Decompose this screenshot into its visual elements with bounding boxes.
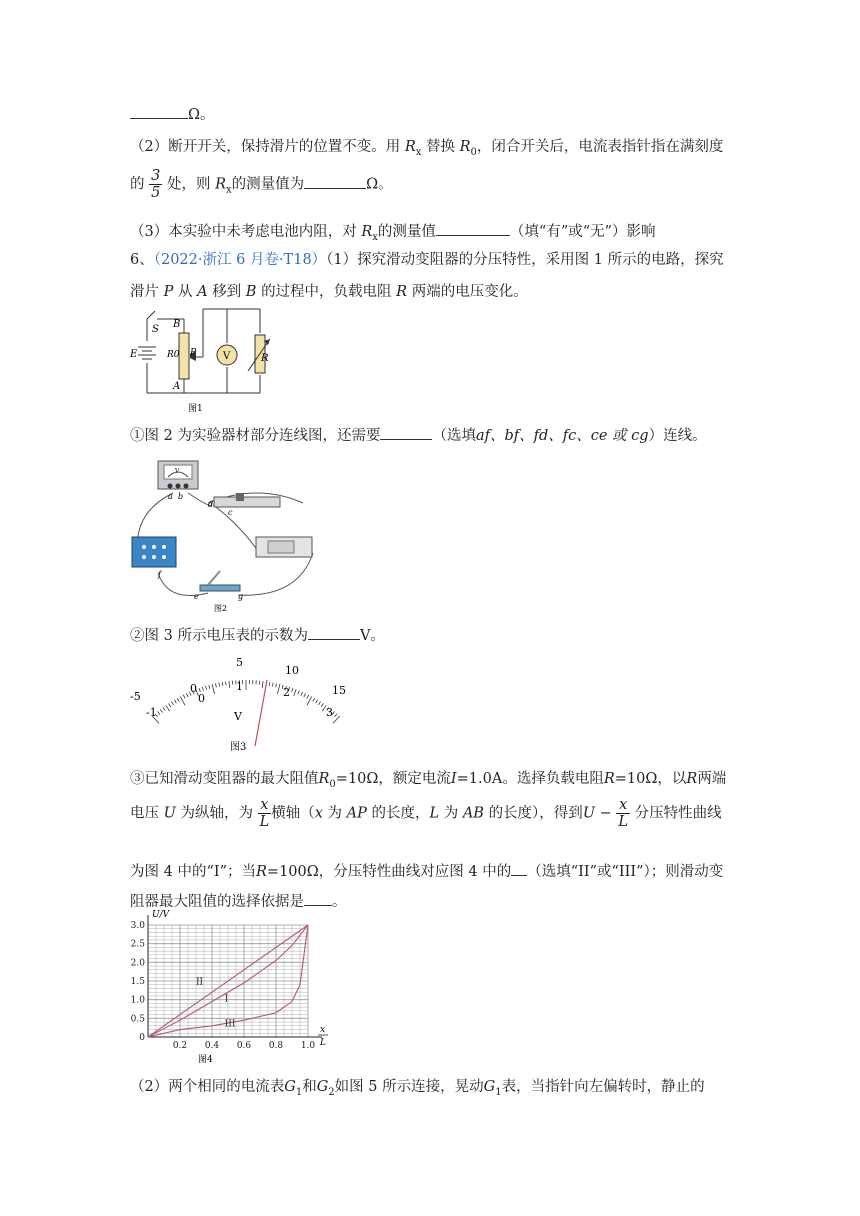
y-axis-label: U/V [152, 910, 170, 920]
fraction-x-over-l: $\frac{x}{L}$ [259, 797, 270, 830]
scale-tick [318, 702, 320, 705]
tick-label: 2 [283, 686, 290, 699]
scale-tick [333, 716, 340, 723]
y-tick-label: 0 [139, 1033, 145, 1043]
answer-blank[interactable] [380, 425, 432, 440]
q5-part2-line1: （2）断开开关，保持滑片的位置不变。用 $R_x$ 替换 $R_0$，闭合开关后，电流表指针指在满刻度 [130, 139, 724, 158]
scale-tick [292, 688, 293, 692]
scale-tick [298, 691, 300, 695]
curve-label: I [224, 994, 229, 1005]
tick-label: 5 [236, 656, 243, 669]
svg-text:图1: 图1 [188, 404, 203, 414]
tick-label: 1 [236, 680, 243, 693]
svg-text:V: V [175, 468, 180, 475]
scale-tick [206, 686, 207, 690]
q5-part3: （3）本实验中未考虑电池内阻，对 $R_x$的测量值 （填“有”或“无”）影响 [130, 220, 656, 243]
svg-text:A: A [173, 381, 181, 392]
svg-text:S: S [152, 324, 159, 335]
svg-text:b: b [178, 492, 184, 501]
scale-tick [313, 698, 315, 701]
x-axis-label-den: L [320, 1038, 326, 1048]
svg-text:V: V [223, 351, 231, 362]
scale-tick [335, 714, 338, 717]
y-tick-label: 1.0 [130, 995, 145, 1006]
scale-tick [180, 696, 185, 705]
scale-tick [276, 683, 277, 687]
tick-label: 3 [326, 706, 333, 719]
figure-2-apparatus [128, 453, 328, 615]
scale-tick [183, 695, 185, 699]
scale-tick [186, 693, 188, 697]
scale-tick [226, 682, 227, 686]
figure-4-chart [128, 905, 338, 1065]
svg-text:R: R [261, 353, 269, 364]
scale-tick [229, 681, 230, 688]
scale-tick [171, 702, 173, 705]
scale-tick [160, 709, 162, 712]
tick-label: 10 [285, 664, 299, 677]
scale-tick [202, 687, 203, 691]
scale-tick [219, 683, 220, 687]
q6-sub3-line3: 为图 4 中的“I”；当R=100Ω，分压特性曲线对应图 4 中的 （选填“II”或“III”）；则滑动变 [130, 860, 723, 881]
q6-sub2: ②图 3 所示电压表的示数为 V。 [130, 624, 385, 645]
answer-blank[interactable] [304, 174, 366, 189]
svg-text:d: d [208, 500, 214, 509]
scale-tick [307, 695, 309, 699]
figure-3-voltmeter-scale [128, 650, 358, 760]
answer-blank[interactable] [308, 625, 360, 640]
svg-text:P: P [190, 348, 197, 358]
q6-sub1: ①图 2 为实验器材部分连线图，还需要 （选填af、bf、fd、fc、ce 或 cg）连线。 [130, 424, 707, 445]
answer-blank[interactable] [511, 861, 527, 876]
q5-part2-line2: 的 $\frac{3}{5}$ 处，则 $R_x$的测量值为 Ω。 [130, 168, 393, 201]
svg-text:V: V [234, 710, 242, 723]
answer-blank[interactable] [130, 104, 188, 119]
x-tick-label: 0.6 [236, 1041, 252, 1051]
scale-tick [304, 693, 306, 697]
q6-intro-line1: 6、（2022·浙江 6 月卷·T18）（1）探究滑动变阻器的分压特性，采用图 1 所示的电路，探究 [130, 252, 724, 268]
scale-tick [222, 682, 223, 686]
scale-tick [166, 705, 170, 711]
y-tick-label: 3.0 [130, 921, 145, 931]
curve-label: III [224, 1019, 236, 1030]
q6-sub3-line2: 电压 U 为纵轴，为 $\frac{x}{L}$ 横轴（x 为 AP 的长度，L 为 AB 的长度），得到U − $\frac{x}{L}$ 分压特性曲线 [130, 797, 722, 830]
svg-text:g: g [238, 592, 244, 601]
answer-blank[interactable] [304, 891, 332, 906]
x-tick-label: 0.4 [204, 1041, 220, 1051]
scale-tick [321, 703, 323, 706]
figure-caption: 图4 [198, 1055, 213, 1065]
svg-text:a: a [168, 492, 173, 501]
tick-label: 15 [332, 684, 346, 697]
svg-text:图3: 图3 [230, 742, 247, 753]
scale-tick [272, 683, 273, 687]
curve-label: II [196, 977, 204, 988]
scale-tick [163, 707, 165, 710]
scale-tick [177, 698, 179, 701]
scale-tick [209, 685, 210, 689]
y-tick-label: 2.0 [130, 958, 145, 969]
y-tick-label: 1.5 [130, 977, 145, 987]
source-link[interactable]: （2022·浙江 6 月卷·T18） [153, 252, 327, 268]
voltmeter-needle [255, 680, 267, 746]
q5-line-0: Ω。 [130, 103, 215, 124]
scale-tick [215, 683, 216, 687]
svg-text:图2: 图2 [214, 604, 228, 613]
q6-part2: （2）两个相同的电流表$G_1$和$G_2$如图 5 所示连接，晃动$G_1$表，当指针向左偏转时，静止的 [130, 1079, 705, 1098]
scale-tick [316, 700, 318, 703]
svg-text:c: c [228, 508, 233, 517]
svg-text:R0: R0 [167, 350, 180, 360]
tick-label: -5 [130, 690, 141, 703]
scale-tick [269, 682, 270, 686]
svg-text:e: e [194, 592, 199, 601]
tick-label: -1 [146, 706, 157, 719]
q6-sub3-line4: 阻器最大阻值的选择依据是 。 [130, 890, 347, 911]
x-tick-label: 1.0 [300, 1041, 316, 1051]
tick-label: 0 [198, 692, 205, 705]
x-tick-label: 0.2 [172, 1041, 188, 1051]
scale-tick [158, 712, 161, 715]
fraction-three-fifths: $\frac{3}{5}$ [151, 168, 161, 201]
q6-sub3-line1: ③已知滑动变阻器的最大阻值$R_0=10\Omega$，额定电流I=1.0A。选择负载电阻R=10Ω，以R两端 [130, 771, 727, 790]
scale-tick [169, 703, 171, 706]
scale-tick [301, 692, 303, 696]
scale-tick [212, 684, 214, 694]
svg-text:E: E [130, 349, 138, 360]
svg-text:f: f [158, 570, 161, 579]
tick-label: 0 [190, 682, 197, 695]
scale-tick [277, 684, 279, 694]
y-tick-label: 0.5 [130, 1014, 145, 1025]
fraction-x-over-l: $\frac{x}{L}$ [618, 797, 629, 830]
answer-blank[interactable] [436, 221, 510, 236]
figure-1-circuit [130, 305, 270, 417]
y-tick-label: 2.5 [130, 939, 145, 950]
scale-tick [307, 696, 312, 705]
x-tick-label: 0.8 [268, 1041, 284, 1051]
scale-tick [262, 681, 263, 688]
q6-intro-line2: 滑片 P 从 A 移到 B 的过程中，负载电阻 R 两端的电压变化。 [130, 284, 528, 300]
svg-text:B: B [173, 319, 181, 330]
scale-tick [174, 700, 176, 703]
scale-tick [294, 689, 297, 696]
x-axis-label-num: x [320, 1025, 326, 1035]
